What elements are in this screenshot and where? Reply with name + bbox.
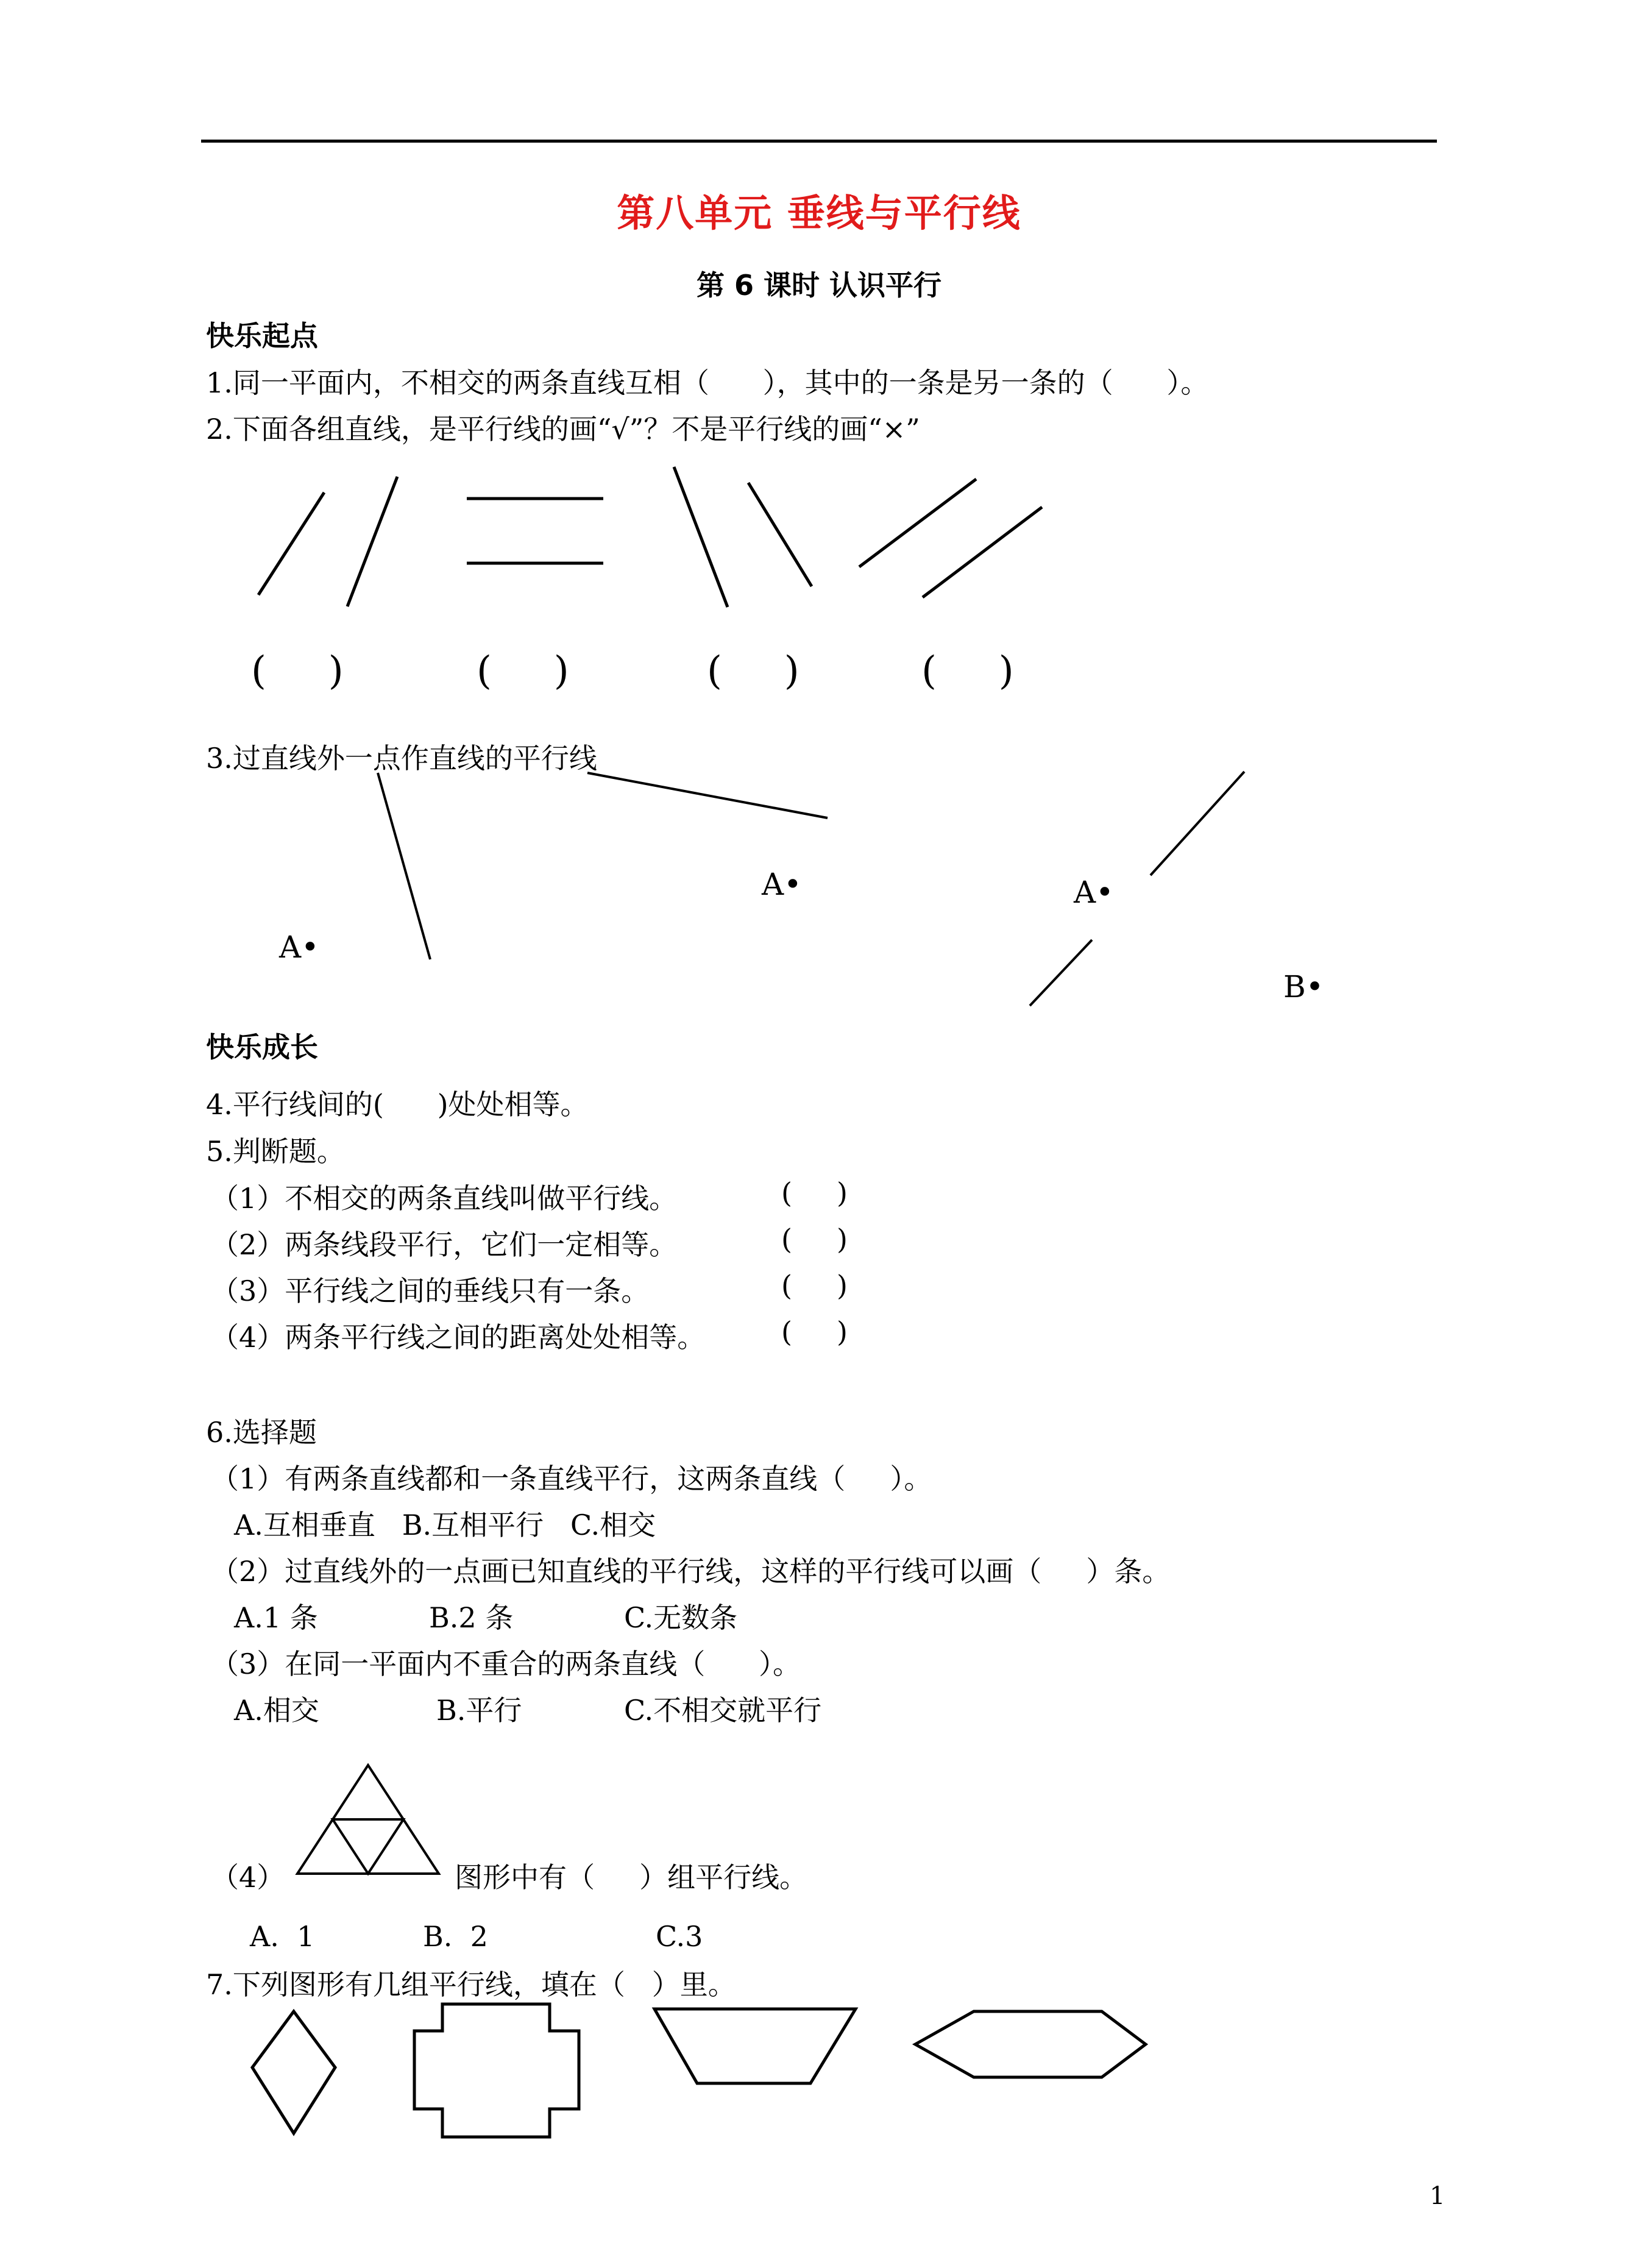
q2-group4-line2	[923, 507, 1042, 597]
q5-item-4: （4）两条平行线之间的距离处处相等。	[211, 1321, 706, 1354]
q6-4-option-b: B. 2	[423, 1920, 488, 1953]
triangle-figure	[297, 1765, 439, 1874]
q2-answer-blank-4: ( )	[921, 649, 1014, 694]
q2-group3-line1	[674, 467, 728, 607]
unit-title: 第八单元 垂线与平行线	[617, 191, 1021, 235]
q2-figures	[258, 467, 1042, 607]
q6-2-option-a: A.1 条	[234, 1601, 318, 1634]
q5-item-1: （1）不相交的两条直线叫做平行线。	[211, 1182, 678, 1215]
q6-4-label: （4）	[211, 1861, 285, 1894]
q6-4-text: 图形中有（ ）组平行线。	[455, 1861, 808, 1894]
question-6: 6.选择题	[206, 1416, 317, 1449]
question-7: 7.下列图形有几组平行线，填在（ ）里。	[206, 1968, 736, 2001]
q5-item-2: （2）两条线段平行，它们一定相等。	[211, 1228, 678, 1261]
q3-point-b: B•	[1283, 969, 1324, 1004]
q2-group1-line2	[347, 477, 397, 606]
q5-judge-blank-2: ( )	[781, 1223, 848, 1256]
hexagon-shape	[915, 2011, 1146, 2077]
q3-line-1	[378, 773, 430, 959]
section-heading-growth: 快乐成长	[206, 1031, 318, 1064]
q3-point-a-2: A•	[762, 867, 802, 902]
q6-2-option-c: C.无数条	[624, 1601, 738, 1634]
q5-judge-blank-3: ( )	[781, 1269, 848, 1302]
lesson-subtitle: 第 6 课时 认识平行	[696, 269, 942, 302]
inner-triangle	[333, 1819, 403, 1874]
q2-group3-line2	[748, 483, 812, 586]
question-2: 2.下面各组直线，是平行线的画“√”？不是平行线的画“×”	[206, 413, 920, 446]
q6-3-option-b: B.平行	[436, 1694, 522, 1727]
q3-figures	[378, 772, 1244, 1006]
q3-line-3b	[1030, 940, 1092, 1006]
q3-line-2	[587, 773, 828, 818]
q6-2: （2）过直线外的一点画已知直线的平行线，这样的平行线可以画（ ）条。	[211, 1555, 1171, 1588]
page-number: 1	[1430, 2182, 1445, 2210]
question-4: 4.平行线间的( )处处相等。	[206, 1088, 589, 1121]
q2-answer-blank-2: ( )	[477, 649, 569, 694]
q2-answer-blank-1: ( )	[251, 649, 344, 694]
q6-3-option-c: C.不相交就平行	[624, 1694, 822, 1727]
q7-figures	[252, 2004, 1146, 2137]
cross-shape	[414, 2004, 579, 2137]
q2-answer-blank-3: ( )	[707, 649, 800, 694]
question-3: 3.过直线外一点作直线的平行线	[206, 742, 597, 775]
rhombus-shape	[252, 2011, 335, 2133]
q2-group1-line1	[258, 492, 324, 595]
section-heading-start: 快乐起点	[206, 319, 318, 352]
q6-1-options: A.互相垂直 B.互相平行 C.相交	[234, 1509, 656, 1541]
q5-item-3: （3）平行线之间的垂线只有一条。	[211, 1274, 650, 1307]
q6-2-option-b: B.2 条	[429, 1601, 514, 1634]
q6-4-option-c: C.3	[656, 1920, 703, 1953]
question-1: 1.同一平面内，不相交的两条直线互相（ ），其中的一条是另一条的（ ）。	[206, 366, 1209, 399]
q6-4-option-a: A. 1	[250, 1920, 315, 1953]
q3-point-a-1: A•	[279, 930, 319, 965]
trapezoid-shape	[654, 2009, 856, 2083]
q5-judge-blank-1: ( )	[781, 1176, 848, 1209]
q6-1: （1）有两条直线都和一条直线平行，这两条直线（ ）。	[211, 1462, 932, 1495]
q2-group4-line1	[859, 479, 976, 567]
q5-judge-blank-4: ( )	[781, 1315, 848, 1348]
question-5: 5.判断题。	[206, 1135, 345, 1168]
q6-3-option-a: A.相交	[234, 1694, 319, 1727]
q3-line-3a	[1150, 772, 1244, 875]
q3-point-a-3: A•	[1074, 875, 1114, 910]
q6-3: （3）在同一平面内不重合的两条直线（ ）。	[211, 1648, 801, 1680]
